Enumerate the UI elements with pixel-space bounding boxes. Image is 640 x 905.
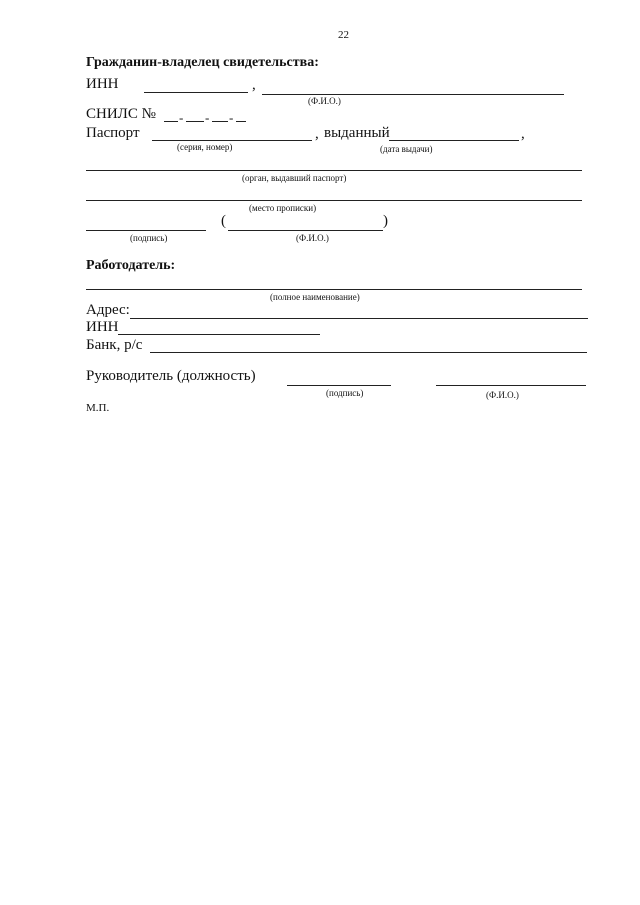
employer-head-fio-field[interactable] bbox=[436, 385, 586, 386]
passport-issue-date-field[interactable] bbox=[389, 140, 519, 141]
page-number: 22 bbox=[338, 29, 349, 41]
passport-issuer-field[interactable] bbox=[86, 170, 582, 171]
residence-caption: (место прописки) bbox=[249, 203, 317, 213]
employer-address-label: Адрес: bbox=[86, 302, 130, 318]
citizen-fio-caption: (Ф.И.О.) bbox=[308, 96, 341, 106]
passport-series-caption: (серия, номер) bbox=[177, 142, 233, 152]
passport-label: Паспорт bbox=[86, 125, 140, 141]
citizen-fio-sign-field[interactable] bbox=[228, 230, 383, 231]
snils-dash-1: - bbox=[179, 110, 184, 125]
passport-issue-comma: , bbox=[521, 126, 525, 142]
snils-field-2[interactable] bbox=[186, 121, 204, 122]
passport-issued-label: выданный bbox=[324, 125, 390, 141]
citizen-fio-paren-close: ) bbox=[383, 213, 388, 229]
employer-inn-label: ИНН bbox=[86, 319, 119, 335]
citizen-inn-field[interactable] bbox=[144, 92, 248, 93]
employer-address-field[interactable] bbox=[130, 318, 588, 319]
stamp-label: М.П. bbox=[86, 402, 110, 414]
citizen-signature-caption: (подпись) bbox=[130, 233, 168, 243]
citizen-inn-label: ИНН bbox=[86, 76, 119, 92]
employer-inn-field[interactable] bbox=[118, 334, 320, 335]
employer-bank-field[interactable] bbox=[150, 352, 587, 353]
employer-signature-caption: (подпись) bbox=[326, 388, 364, 398]
employer-head-label: Руководитель (должность) bbox=[86, 368, 256, 384]
citizen-inn-comma: , bbox=[252, 77, 256, 93]
citizen-fio-field[interactable] bbox=[262, 94, 564, 95]
passport-issuer-caption: (орган, выдавший паспорт) bbox=[242, 173, 347, 183]
citizen-signature-field[interactable] bbox=[86, 230, 206, 231]
snils-field-4[interactable] bbox=[236, 121, 246, 122]
passport-series-field[interactable] bbox=[152, 140, 312, 141]
employer-full-name-field[interactable] bbox=[86, 289, 582, 290]
snils-dash-2: - bbox=[205, 110, 210, 125]
employer-heading: Работодатель: bbox=[86, 258, 176, 273]
employer-head-signature-field[interactable] bbox=[287, 385, 391, 386]
snils-field-1[interactable] bbox=[164, 121, 178, 122]
passport-issue-date-caption: (дата выдачи) bbox=[380, 144, 433, 154]
employer-full-name-caption: (полное наименование) bbox=[270, 292, 360, 302]
residence-field[interactable] bbox=[86, 200, 582, 201]
snils-dash-3: - bbox=[229, 110, 234, 125]
snils-field-3[interactable] bbox=[212, 121, 228, 122]
employer-fio-caption: (Ф.И.О.) bbox=[486, 390, 519, 400]
citizen-heading: Гражданин-владелец свидетельства: bbox=[86, 55, 319, 70]
citizen-fio-paren-open: ( bbox=[221, 213, 226, 229]
employer-bank-label: Банк, р/с bbox=[86, 337, 143, 353]
passport-comma: , bbox=[315, 126, 319, 142]
snils-label: СНИЛС № bbox=[86, 106, 156, 122]
citizen-fio-caption-2: (Ф.И.О.) bbox=[296, 233, 329, 243]
